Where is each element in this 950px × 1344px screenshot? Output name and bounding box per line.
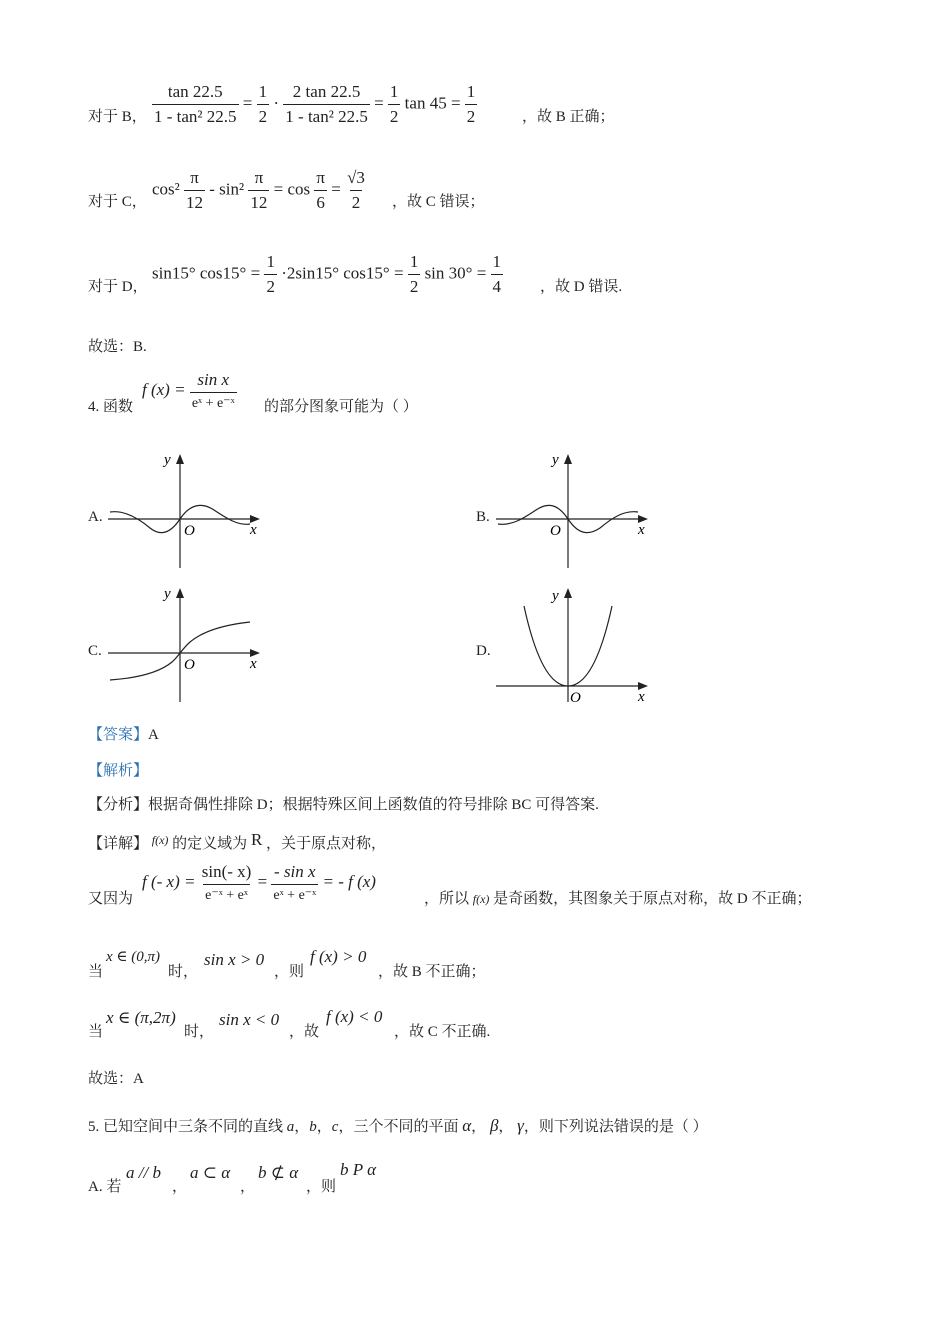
option-d-label[interactable]: D. <box>476 643 491 659</box>
q5-alpha: α <box>462 1116 472 1135</box>
case2-sin: sin x < 0 <box>219 1010 280 1029</box>
youyin: 又因为 <box>88 891 134 907</box>
frac-d1-den: 2 <box>264 274 277 297</box>
frac-pi6-den: 6 <box>314 190 327 213</box>
q5-sep-5: ， <box>172 1179 188 1195</box>
graph-b-y-label: y <box>552 452 559 468</box>
fenxi-tag: 【分析】 <box>88 797 149 813</box>
graph-c[interactable] <box>104 582 266 707</box>
q5-sep-2: ， <box>316 1119 332 1135</box>
detail-fx: f(x) <box>151 833 169 847</box>
graph-a-y-label: y <box>164 452 171 468</box>
d-lhs: sin15° cos15° <box>152 263 247 283</box>
frac-negx-num: sin(- x) <box>201 862 252 881</box>
graph-d[interactable] <box>492 582 654 707</box>
math-d: sin15° cos15° = $\frac{1}{2}$ ·2sin15° cos15° = $\frac{1}{2}$ sin 30° = $\frac{1}{4}$ <box>152 252 502 296</box>
frac-pi6 <box>314 168 327 213</box>
odd-conclusion <box>424 890 812 908</box>
answer-tag: 【答案】 <box>88 727 149 743</box>
graph-c-y-arrow-icon <box>176 588 184 598</box>
frac-half-2-den: 2 <box>388 104 401 127</box>
option-a-label[interactable]: A. <box>88 509 103 525</box>
case1-shi: 时， <box>168 964 199 980</box>
frac-d2 <box>408 252 421 297</box>
q4-stem-suffix: 的部分图象可能为（ ） <box>264 399 418 415</box>
choose-b: 故选：B. <box>88 339 147 355</box>
odd-text-b: 是奇函数，其图象关于原点对称，故 D 不正确； <box>493 891 812 907</box>
graph-b-x-label: x <box>638 522 645 538</box>
frac-pi12-2-den: 12 <box>248 190 269 213</box>
graph-d-y-label: y <box>552 588 559 604</box>
case1-interval: x ∈ (0,π) <box>106 949 161 965</box>
q5-line-c: c <box>331 1119 339 1135</box>
eq-cos: = cos <box>273 179 311 199</box>
q5-cond1: a // b <box>126 1163 161 1182</box>
frac-half-2 <box>388 82 401 127</box>
detail-text-1: 的定义域为 <box>172 836 248 852</box>
frac-result-b-den: 2 <box>465 104 478 127</box>
graph-c-y-label: y <box>164 586 171 602</box>
cos2: cos² <box>152 179 180 199</box>
q4-frac-den: eˣ + e⁻ˣ <box>190 392 237 412</box>
choose-a: 故选：A <box>88 1071 144 1087</box>
case2-gu: ，故 <box>289 1024 320 1040</box>
q5-stem-text: 5. 已知空间中三条不同的直线 <box>88 1119 284 1135</box>
case2-shi: 时， <box>184 1024 215 1040</box>
q4-frac <box>190 370 237 412</box>
detail-tag: 【详解】 <box>88 836 149 852</box>
q5-sep-1: ， <box>294 1119 310 1135</box>
frac-result-b <box>465 82 478 127</box>
odd-text-a: ，所以 <box>424 891 470 907</box>
frac-b2 <box>283 82 370 127</box>
tan45: tan 45 <box>404 93 447 113</box>
frac-b1-num: tan 22.5 <box>167 82 223 101</box>
d-sin30: sin 30° <box>424 263 473 283</box>
analysis-tag: 【解析】 <box>88 763 149 779</box>
line-b-suffix: ，故 B 正确； <box>522 109 615 125</box>
q4-stem-prefix: 4. 函数 <box>88 399 134 415</box>
option-c-label[interactable]: C. <box>88 643 102 659</box>
q4-f-lhs: f (x) = <box>142 379 186 399</box>
q5-stem <box>88 1117 708 1136</box>
frac-sqrt3-num: √3 <box>347 168 365 187</box>
frac-d2-num: 1 <box>409 252 419 271</box>
f-negx: f (- x) = <box>142 871 196 891</box>
option-b-label[interactable]: B. <box>476 509 490 525</box>
q5-gamma: γ <box>517 1116 524 1135</box>
answer-value: A <box>148 727 159 743</box>
frac-pi12-2 <box>248 168 269 213</box>
frac-result-b-num: 1 <box>466 82 476 101</box>
q5-stem2: ，三个不同的平面 <box>338 1119 459 1135</box>
graph-a[interactable] <box>104 448 266 573</box>
line-d-prefix: 对于 D， <box>88 279 148 295</box>
frac-sqrt3-den: 2 <box>350 190 363 213</box>
graph-a-x-label: x <box>250 522 257 538</box>
q5-option-a-label[interactable]: A. 若 <box>88 1179 122 1195</box>
frac-neg-sin-den: eˣ + e⁻ˣ <box>271 884 318 904</box>
case1-not-b: ，故 B 不正确； <box>378 964 486 980</box>
q5-conclusion: b P α <box>340 1160 377 1179</box>
q5-sep-6: ， <box>240 1179 256 1195</box>
odd-fx: f(x) <box>472 892 490 906</box>
d-mid: ·2sin15° cos15° <box>281 263 390 283</box>
q5-cond3: b ⊄ α <box>258 1163 299 1182</box>
graph-d-origin: O <box>570 690 581 706</box>
frac-negx <box>200 862 254 904</box>
minus-sin2: - sin² <box>209 179 245 199</box>
frac-d3-den: 4 <box>491 274 504 297</box>
frac-half-den: 2 <box>257 104 270 127</box>
case2-not-c: ，故 C 不正确. <box>394 1024 491 1040</box>
frac-b1 <box>152 82 239 127</box>
frac-sqrt3 <box>345 168 367 213</box>
math-c: cos² $\frac{\pi}{12}$ - sin² $\frac{\pi}{12}$ = cos $\frac{\pi}{6}$ = $\frac{√3}{2}$ <box>152 168 365 212</box>
frac-pi12-num: π <box>190 168 199 187</box>
graph-a-origin: O <box>184 523 195 539</box>
frac-b2-num: 2 tan 22.5 <box>292 82 361 101</box>
frac-d3 <box>491 252 504 297</box>
frac-d1 <box>264 252 277 297</box>
frac-b1-den: 1 - tan² 22.5 <box>152 104 239 127</box>
fenxi-text: 根据奇偶性排除 D；根据特殊区间上函数值的符号排除 BC 可得答案. <box>148 797 599 813</box>
frac-negx-den: e⁻ˣ + eˣ <box>203 884 250 904</box>
frac-half-2-num: 1 <box>389 82 399 101</box>
frac-pi12-den: 12 <box>184 190 205 213</box>
case1-sin: sin x > 0 <box>204 950 265 969</box>
frac-pi12-2-num: π <box>254 168 264 187</box>
graph-a-y-arrow-icon <box>176 454 184 464</box>
q5-cond2: a ⊂ α <box>190 1163 231 1182</box>
neg-fx: = - f (x) <box>322 871 376 891</box>
frac-neg-sin-num: - sin x <box>274 862 316 881</box>
graph-d-x-label: x <box>638 689 645 705</box>
frac-half <box>257 82 270 127</box>
frac-b2-den: 1 - tan² 22.5 <box>283 104 370 127</box>
q5-beta: β <box>489 1116 499 1135</box>
line-b-prefix: 对于 B， <box>88 109 147 125</box>
case2-dang: 当 <box>88 1024 104 1040</box>
detail-R: R <box>250 830 263 849</box>
q5-line-b: b <box>309 1119 317 1135</box>
case1-ze: ，则 <box>274 964 305 980</box>
line-c-suffix: ，故 C 错误； <box>392 194 485 210</box>
line-c-prefix: 对于 C， <box>88 194 147 210</box>
graph-b-y-arrow-icon <box>564 454 572 464</box>
case2-fx: f (x) < 0 <box>326 1007 383 1026</box>
graph-c-x-label: x <box>250 656 257 672</box>
frac-half-num: 1 <box>258 82 268 101</box>
graph-d-y-arrow-icon <box>564 588 572 598</box>
case1-dang: 当 <box>88 964 104 980</box>
graph-b-origin: O <box>550 523 561 539</box>
d-eq: = <box>250 263 261 283</box>
case1-fx: f (x) > 0 <box>310 947 367 966</box>
fenxi-row <box>88 796 599 814</box>
frac-d1-num: 1 <box>266 252 275 271</box>
frac-pi12 <box>184 168 205 213</box>
q5-sep-4: ， <box>498 1119 514 1135</box>
graph-c-origin: O <box>184 657 195 673</box>
detail-row <box>88 831 386 853</box>
answer-row <box>88 726 159 744</box>
frac-neg-sin <box>271 862 318 904</box>
q5-sep-3: ， <box>471 1119 487 1135</box>
q5-stem3: ，则下列说法错误的是（ ） <box>523 1119 708 1135</box>
q5-then: ，则 <box>306 1179 337 1195</box>
math-b: $\frac{\tan 22.5}{\text{1 - tan² 22.5}}$ = $\frac{1}{2}$ · $\frac{2 \tan 22.5}{\text{1 - tan² 22.5}}$ = $\frac{1}{2}$ tan 45 = $\frac{1}{2}$ <box>154 82 476 126</box>
case2-interval: x ∈ (π,2π) <box>106 1008 176 1027</box>
graph-b[interactable] <box>492 448 654 573</box>
q4-formula <box>142 370 237 412</box>
odd-formula: f (- x) = $\frac{\sin(- x)}{\text{e⁻ˣ + eˣ}}$ = $\frac{\text{- sin x}}{\text{eˣ + e⁻ˣ}}$ = - f (x) <box>142 862 376 903</box>
q4-frac-num: sin x <box>197 370 230 389</box>
line-d-suffix: ，故 D 错误. <box>540 279 623 295</box>
frac-d3-num: 1 <box>492 252 502 271</box>
frac-pi6-num: π <box>316 168 325 187</box>
q5-line-a: a <box>286 1119 295 1135</box>
frac-d2-den: 2 <box>408 274 421 297</box>
detail-text-1b: ，关于原点对称， <box>266 836 387 852</box>
